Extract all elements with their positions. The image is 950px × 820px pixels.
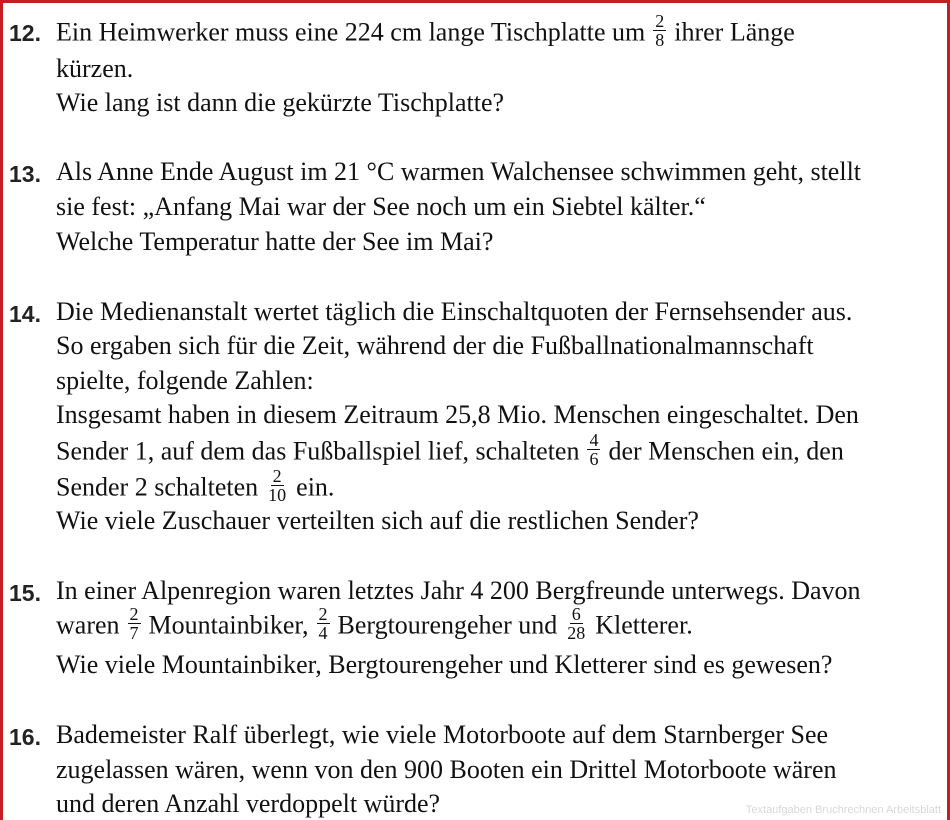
fraction (128, 605, 141, 642)
task-text-line: sie fest: „Anfang Mai war der See noch um ein Siebtel kälter.“ (56, 192, 706, 221)
text-segment: waren (56, 610, 120, 640)
task-text-line: Wie viele Mountainbiker, Bergtourengeher und Kletterer sind es gewesen? (56, 650, 833, 679)
task-text-line (56, 466, 335, 508)
text-segment: Mountainbiker, (148, 610, 309, 640)
numerator: 4 (589, 430, 599, 450)
task-text-line: Insgesamt haben in diesem Zeitraum 25,8 Mio. Menschen eingeschaltet. Den (56, 400, 859, 429)
denominator: 4 (318, 623, 328, 643)
task-number: 12. (9, 20, 41, 46)
task-number: 13. (9, 161, 41, 187)
task-text-line: kürzen. (56, 54, 134, 83)
fraction (653, 12, 666, 49)
fraction (587, 431, 600, 468)
task-text-line: In einer Alpenregion waren letztes Jahr 4 200 Bergfreunde unterwegs. Davon (56, 576, 861, 605)
task-text-line: und deren Anzahl verdoppelt würde? (56, 789, 441, 818)
task-text-line: spielte, folgende Zahlen: (56, 366, 314, 395)
text-segment: Bergtourengeher und (337, 610, 558, 640)
text-segment: ein. (296, 472, 335, 502)
task-number: 15. (9, 580, 41, 606)
numerator: 2 (655, 11, 665, 31)
text-segment: Kletterer. (595, 610, 693, 640)
task-text-line: Bademeister Ralf überlegt, wie viele Motorboote auf dem Starnberger See (56, 720, 829, 749)
numerator: 6 (571, 604, 581, 624)
task-text-line (56, 604, 693, 646)
task-text-line (56, 11, 795, 53)
text-segment: der Menschen ein, den (608, 436, 844, 466)
task-text-line: So ergaben sich für die Zeit, während der die Fußballnationalmannschaft (56, 331, 814, 360)
task-number: 14. (9, 301, 41, 327)
text-segment: ihrer Länge (674, 17, 795, 47)
text-segment: Ein Heimwerker muss eine 224 cm lange Tischplatte um (56, 17, 646, 47)
task-text-line (56, 430, 844, 472)
task-text-line: Als Anne Ende August im 21 °C warmen Walchensee schwimmen geht, stellt (56, 157, 862, 186)
text-segment: Sender 2 schalteten (56, 472, 259, 502)
numerator: 2 (318, 604, 328, 624)
denominator: 7 (129, 623, 139, 643)
task-text-line: Wie lang ist dann die gekürzte Tischplatte? (56, 88, 505, 117)
denominator: 8 (655, 30, 665, 50)
numerator: 2 (272, 466, 282, 486)
numerator: 2 (129, 604, 139, 624)
fraction (565, 605, 587, 642)
text-segment: Sender 1, auf dem das Fußballspiel lief, schalteten (56, 436, 580, 466)
denominator: 10 (268, 485, 287, 505)
task-number: 16. (9, 724, 41, 750)
task-text-line: Wie viele Zuschauer verteilten sich auf die restlichen Sender? (56, 506, 699, 535)
denominator: 6 (589, 449, 599, 469)
task-text-line: zugelassen wären, wenn von den 900 Booten ein Drittel Motorboote wären (56, 755, 837, 784)
fraction (317, 605, 330, 642)
denominator: 28 (567, 623, 586, 643)
task-text-line: Welche Temperatur hatte der See im Mai? (56, 227, 494, 256)
fraction (266, 467, 288, 504)
watermark: Textaufgaben Bruchrechnen Arbeitsblatt (745, 804, 941, 816)
task-text-line: Die Medienanstalt wertet täglich die Einschaltquoten der Fernsehsender aus. (56, 297, 853, 326)
